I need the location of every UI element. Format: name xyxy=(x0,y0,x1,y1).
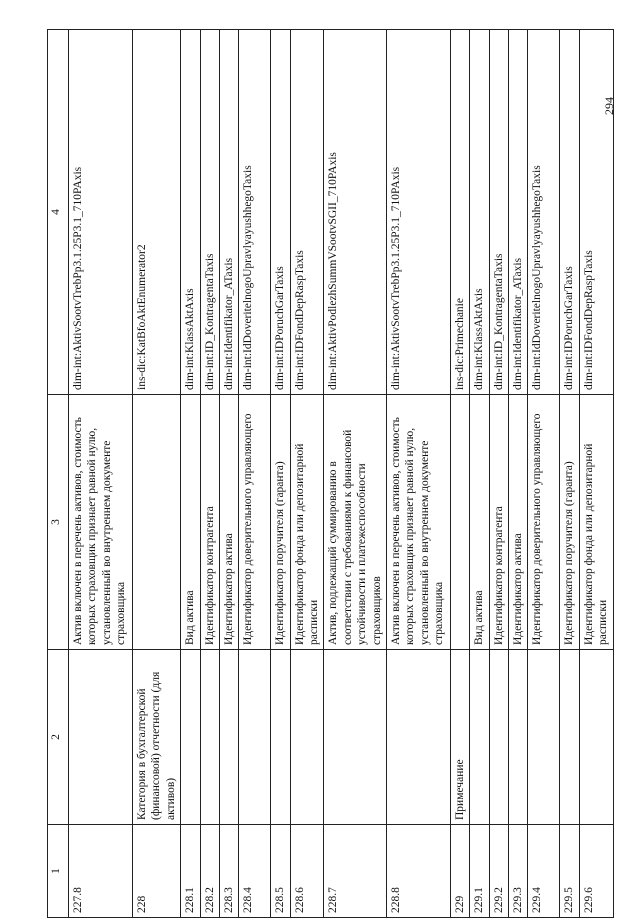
code-cell: ins-dic:Primechanie xyxy=(450,30,469,395)
description-cell: Вид актива xyxy=(181,395,200,650)
description-cell: Идентификатор актива xyxy=(509,395,528,650)
table-row xyxy=(200,30,219,918)
rotated-table-container xyxy=(47,50,610,918)
row-number-cell: 227.8 xyxy=(69,825,133,918)
code-cell: dim-int:IDPoruchGarTaxis xyxy=(271,30,290,395)
column-header-4: 4 xyxy=(48,30,69,395)
row-number-cell: 228.1 xyxy=(181,825,200,918)
code-cell: ins-dic:KatBfoAktEnumerator2 xyxy=(133,30,181,395)
description-cell: Идентификатор актива xyxy=(219,395,238,650)
table-row xyxy=(133,30,181,918)
code-cell: dim-int:IdDoveritelnogoUpravlyayushhegoTaxis xyxy=(528,30,560,395)
description-cell xyxy=(133,395,181,650)
code-cell: dim-int:IDFondDepRaspTaxis xyxy=(579,30,613,395)
description-cell: Идентификатор поручителя (гаранта) xyxy=(271,395,290,650)
table-row xyxy=(386,30,450,918)
category-cell xyxy=(69,650,133,825)
table-row xyxy=(560,30,579,918)
code-cell: dim-int:AktivSootvTrebPp3.1.25P3.1_710PAxis xyxy=(386,30,450,395)
row-number-cell: 228 xyxy=(133,825,181,918)
page-number: 294 xyxy=(602,97,616,115)
category-cell xyxy=(271,650,290,825)
code-cell: dim-int:AktivSootvTrebPp3.1.25P3.1_710PAxis xyxy=(69,30,133,395)
row-number-cell: 229.5 xyxy=(560,825,579,918)
code-cell: dim-int:KlassAktAxis xyxy=(181,30,200,395)
table-row xyxy=(324,30,387,918)
category-cell xyxy=(200,650,219,825)
category-cell xyxy=(181,650,200,825)
code-cell: dim-int:ID_KontragentaTaxis xyxy=(200,30,219,395)
category-cell xyxy=(528,650,560,825)
table-row xyxy=(579,30,613,918)
description-cell: Идентификатор фонда или депозитарной расписки xyxy=(290,395,324,650)
description-cell: Идентификатор доверительного управляющего xyxy=(528,395,560,650)
row-number-cell: 228.3 xyxy=(219,825,238,918)
column-header-2: 2 xyxy=(48,650,69,825)
category-cell xyxy=(489,650,508,825)
code-cell: dim-int:ID_KontragentaTaxis xyxy=(489,30,508,395)
description-cell: Идентификатор контрагента xyxy=(489,395,508,650)
row-number-cell: 228.6 xyxy=(290,825,324,918)
category-cell: Примечание xyxy=(450,650,469,825)
table-row xyxy=(69,30,133,918)
code-cell: dim-int:IDPoruchGarTaxis xyxy=(560,30,579,395)
table-row xyxy=(239,30,271,918)
table-row xyxy=(528,30,560,918)
row-number-cell: 228.5 xyxy=(271,825,290,918)
category-cell xyxy=(219,650,238,825)
category-cell xyxy=(239,650,271,825)
code-cell: dim-int:AktivPodlezhSummVSootvSGII_710PAxis xyxy=(324,30,387,395)
description-cell: Идентификатор доверительного управляющего xyxy=(239,395,271,650)
category-cell xyxy=(324,650,387,825)
category-cell xyxy=(560,650,579,825)
row-number-cell: 229.1 xyxy=(470,825,489,918)
description-cell: Идентификатор фонда или депозитарной расписки xyxy=(579,395,613,650)
row-number-cell: 228.4 xyxy=(239,825,271,918)
category-cell xyxy=(509,650,528,825)
description-cell: Вид актива xyxy=(470,395,489,650)
row-number-cell: 228.7 xyxy=(324,825,387,918)
category-cell xyxy=(290,650,324,825)
description-cell: Идентификатор поручителя (гаранта) xyxy=(560,395,579,650)
row-number-cell: 229.4 xyxy=(528,825,560,918)
row-number-cell: 229.6 xyxy=(579,825,613,918)
code-cell: dim-int:IdDoveritelnogoUpravlyayushhegoTaxis xyxy=(239,30,271,395)
code-cell: dim-int:Identifikator_ATaxis xyxy=(509,30,528,395)
table-row xyxy=(470,30,489,918)
table-row xyxy=(489,30,508,918)
row-number-cell: 228.8 xyxy=(386,825,450,918)
column-header-3: 3 xyxy=(48,395,69,650)
column-header-1: 1 xyxy=(48,825,69,918)
description-cell: Актив, подлежащий суммированию в соответствии с требованиями к финансовой устойчивости и платежеспособности страховщиков xyxy=(324,395,387,650)
row-number-cell: 229 xyxy=(450,825,469,918)
table-row xyxy=(271,30,290,918)
row-number-cell: 229.3 xyxy=(509,825,528,918)
table-row xyxy=(290,30,324,918)
table-row xyxy=(450,30,469,918)
row-number-cell: 228.2 xyxy=(200,825,219,918)
table-row xyxy=(181,30,200,918)
category-cell xyxy=(579,650,613,825)
description-cell: Актив включен в перечень активов, стоимость которых страховщик признает равной нулю, установленный во внутреннем документе страховщика xyxy=(69,395,133,650)
data-table xyxy=(47,29,614,918)
description-cell: Актив включен в перечень активов, стоимость которых страховщик признает равной нулю, установленный во внутреннем документе страховщика xyxy=(386,395,450,650)
row-number-cell: 229.2 xyxy=(489,825,508,918)
table-row xyxy=(509,30,528,918)
description-cell: Идентификатор контрагента xyxy=(200,395,219,650)
category-cell: Категория в бухгалтерской (финансовой) отчетности (для активов) xyxy=(133,650,181,825)
table-row xyxy=(219,30,238,918)
code-cell: dim-int:KlassAktAxis xyxy=(470,30,489,395)
category-cell xyxy=(470,650,489,825)
description-cell xyxy=(450,395,469,650)
code-cell: dim-int:IDFondDepRaspTaxis xyxy=(290,30,324,395)
header-row xyxy=(48,30,69,918)
category-cell xyxy=(386,650,450,825)
code-cell: dim-int:Identifikator_ATaxis xyxy=(219,30,238,395)
